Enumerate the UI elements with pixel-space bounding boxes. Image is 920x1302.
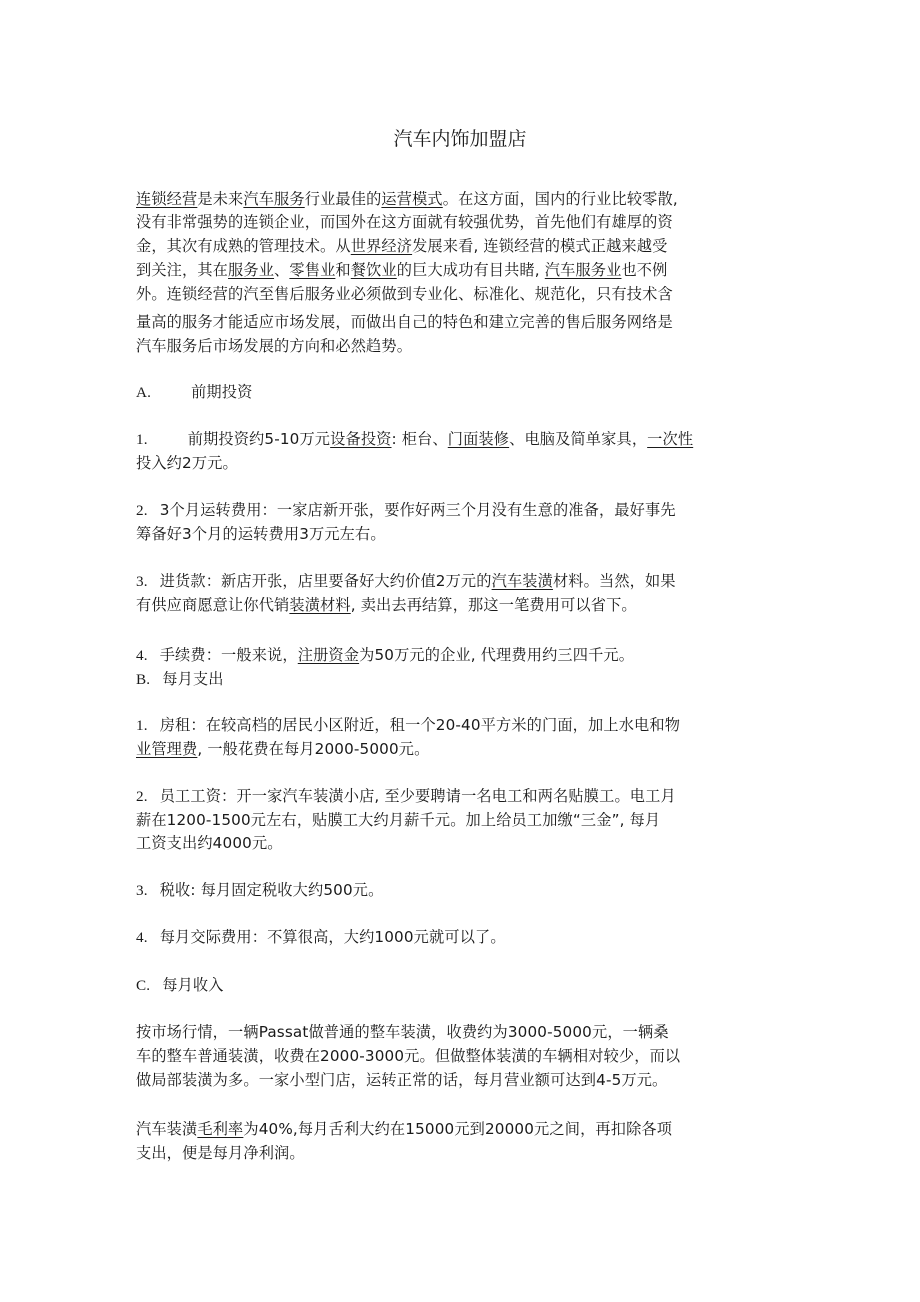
underlined-term: 业管理费	[136, 740, 198, 758]
list-marker: A.	[136, 384, 152, 401]
list-marker: B.	[136, 671, 151, 688]
text-run: 每月收入	[162, 976, 224, 994]
text-run: 税收: 每月固定税收大约500元。	[159, 881, 384, 899]
text-run: 筹备好3个月的运转费用3万元左右。	[136, 525, 386, 543]
text-line	[136, 429, 693, 450]
text-line	[136, 1022, 669, 1042]
list-marker: 1.	[136, 717, 148, 734]
text-run: 汽车装潢	[136, 1120, 198, 1138]
underlined-term: 注册资金	[297, 646, 360, 664]
text-line	[136, 284, 673, 304]
text-line	[136, 715, 680, 736]
underlined-term: 世界经济	[350, 237, 413, 255]
text-run: 发展来看, 连锁经营的模式正越来越受	[412, 237, 668, 255]
underlined-term: 毛利率	[197, 1120, 244, 1138]
text-run: 前期投资	[191, 383, 253, 401]
text-run: 员工工资：开一家汽车装潢小店, 至少要聘请一名电工和两名贴膜工。电工月	[159, 787, 676, 805]
text-line	[136, 312, 673, 332]
text-run: : 柜台、	[391, 430, 448, 448]
text-run: 、电脑及简单家具，	[509, 430, 648, 448]
text-run: 为40%,每月舌利大约在15000元到20000元之间，再扣除各项	[243, 1120, 673, 1138]
text-line	[136, 1143, 305, 1163]
text-run: 外。连锁经营的汽至售后服务业必须做到专业化、标准化、规范化，只有技术含	[136, 285, 673, 303]
list-marker: C.	[136, 977, 151, 994]
list-marker: 3.	[136, 882, 148, 899]
text-line	[136, 189, 678, 209]
text-run: 量高的服务才能适应市场发展，而做出自己的特色和建立完善的售后服务网络是	[136, 313, 673, 331]
text-run: 做局部装潢为多。一家小型门店，运转正常的话，每月营业额可达到4-5万元。	[136, 1071, 668, 1089]
text-line	[136, 1070, 667, 1090]
text-run: , 卖出去再结算，那这一笔费用可以省下。	[350, 596, 637, 614]
underlined-term: 汽车装潢	[491, 572, 553, 590]
underlined-term: 运营模式	[381, 190, 443, 208]
text-line	[136, 927, 506, 948]
text-line	[136, 382, 252, 403]
underlined-term: 设备投资	[330, 430, 392, 448]
text-run: 也不例	[621, 261, 668, 279]
text-run: 薪在1200-1500元左右，贴膜工大约月薪千元。加上给员工加缴“三金”, 每月	[136, 811, 661, 829]
text-line	[136, 786, 676, 807]
text-run: 和	[335, 261, 351, 279]
text-run: 车的整车普通装潢，收费在2000-3000元。但做整体装潢的车辆相对较少，而以	[136, 1047, 681, 1065]
text-run: 金，其次有成熟的管理技术。从	[136, 237, 351, 255]
text-line	[136, 669, 224, 690]
text-line	[136, 212, 673, 232]
text-line	[136, 645, 634, 666]
text-line	[136, 453, 238, 473]
text-run: 支出，便是每月净利润。	[136, 1144, 305, 1162]
underlined-term: 一次性	[647, 430, 694, 448]
text-run: 工资支出约4000元。	[136, 834, 283, 852]
text-run: 前期投资约5-10万元	[187, 430, 331, 448]
list-marker: 2.	[136, 502, 148, 519]
text-run: 每月支出	[162, 670, 224, 688]
text-run: 投入约2万元。	[136, 454, 238, 472]
text-line	[136, 336, 412, 356]
text-run: 材料。当然，如果	[552, 572, 676, 590]
text-run: 进货款：新店开张，店里要备好大约价值2万元的	[159, 572, 492, 590]
text-run: 房租：在较高档的居民小区附近，租一个20-40平方米的门面，加上水电和物	[159, 716, 681, 734]
list-marker: 4.	[136, 647, 148, 664]
text-run: , 一般花费在每月2000-5000元。	[197, 740, 430, 758]
text-line	[136, 571, 676, 592]
underlined-term: 服务业	[228, 261, 275, 279]
text-run: 是未来	[197, 190, 244, 208]
underlined-term: 零售业	[289, 261, 336, 279]
list-marker: 1.	[136, 431, 148, 448]
text-run: 行业最佳的	[304, 190, 382, 208]
text-line	[136, 810, 660, 830]
text-line	[136, 1119, 672, 1139]
text-run: 手续费：一般来说，	[159, 646, 298, 664]
text-run: 有供应商愿意让你代销	[136, 596, 290, 614]
underlined-term: 连锁经营	[136, 190, 198, 208]
text-run: 。在这方面，国内的行业比较零散,	[442, 190, 678, 208]
underlined-term: 门面装修	[447, 430, 510, 448]
text-run: 、	[274, 261, 290, 279]
text-line	[136, 975, 224, 996]
text-run: 到关注，其在	[136, 261, 229, 279]
text-line	[136, 1046, 680, 1066]
underlined-term: 装潢材料	[289, 596, 351, 614]
text-run: 汽车服务后市场发展的方向和必然趋势。	[136, 337, 413, 355]
list-marker: 3.	[136, 573, 148, 590]
text-line	[136, 833, 283, 853]
text-line	[136, 260, 667, 280]
text-run: 每月交际费用：不算很高，大约1000元就可以了。	[159, 928, 506, 946]
text-line	[136, 739, 429, 759]
text-line	[136, 500, 676, 521]
document-title: 汽车内饰加盟店	[393, 128, 527, 150]
text-line	[136, 880, 383, 901]
text-run: 没有非常强势的连锁企业，而国外在这方面就有较强优势，首先他们有雄厚的资	[136, 213, 673, 231]
text-run: 按市场行情，一辆Passat做普通的整车装潢，收费约为3000-5000元，一辆桑	[136, 1023, 669, 1041]
text-line	[136, 595, 637, 615]
underlined-term: 汽车服务业	[544, 261, 622, 279]
underlined-term: 汽车服务	[243, 190, 305, 208]
text-run: 的巨大成功有目共睹,	[396, 261, 545, 279]
text-line	[136, 524, 386, 544]
text-run: 为50万元的企业, 代理费用约三四千元。	[359, 646, 635, 664]
list-marker: 2.	[136, 788, 148, 805]
text-run: 3个月运转费用：一家店新开张，要作好两三个月没有生意的准备，最好事先	[159, 501, 676, 519]
list-marker: 4.	[136, 929, 148, 946]
text-line	[136, 236, 667, 256]
underlined-term: 餐饮业	[350, 261, 397, 279]
